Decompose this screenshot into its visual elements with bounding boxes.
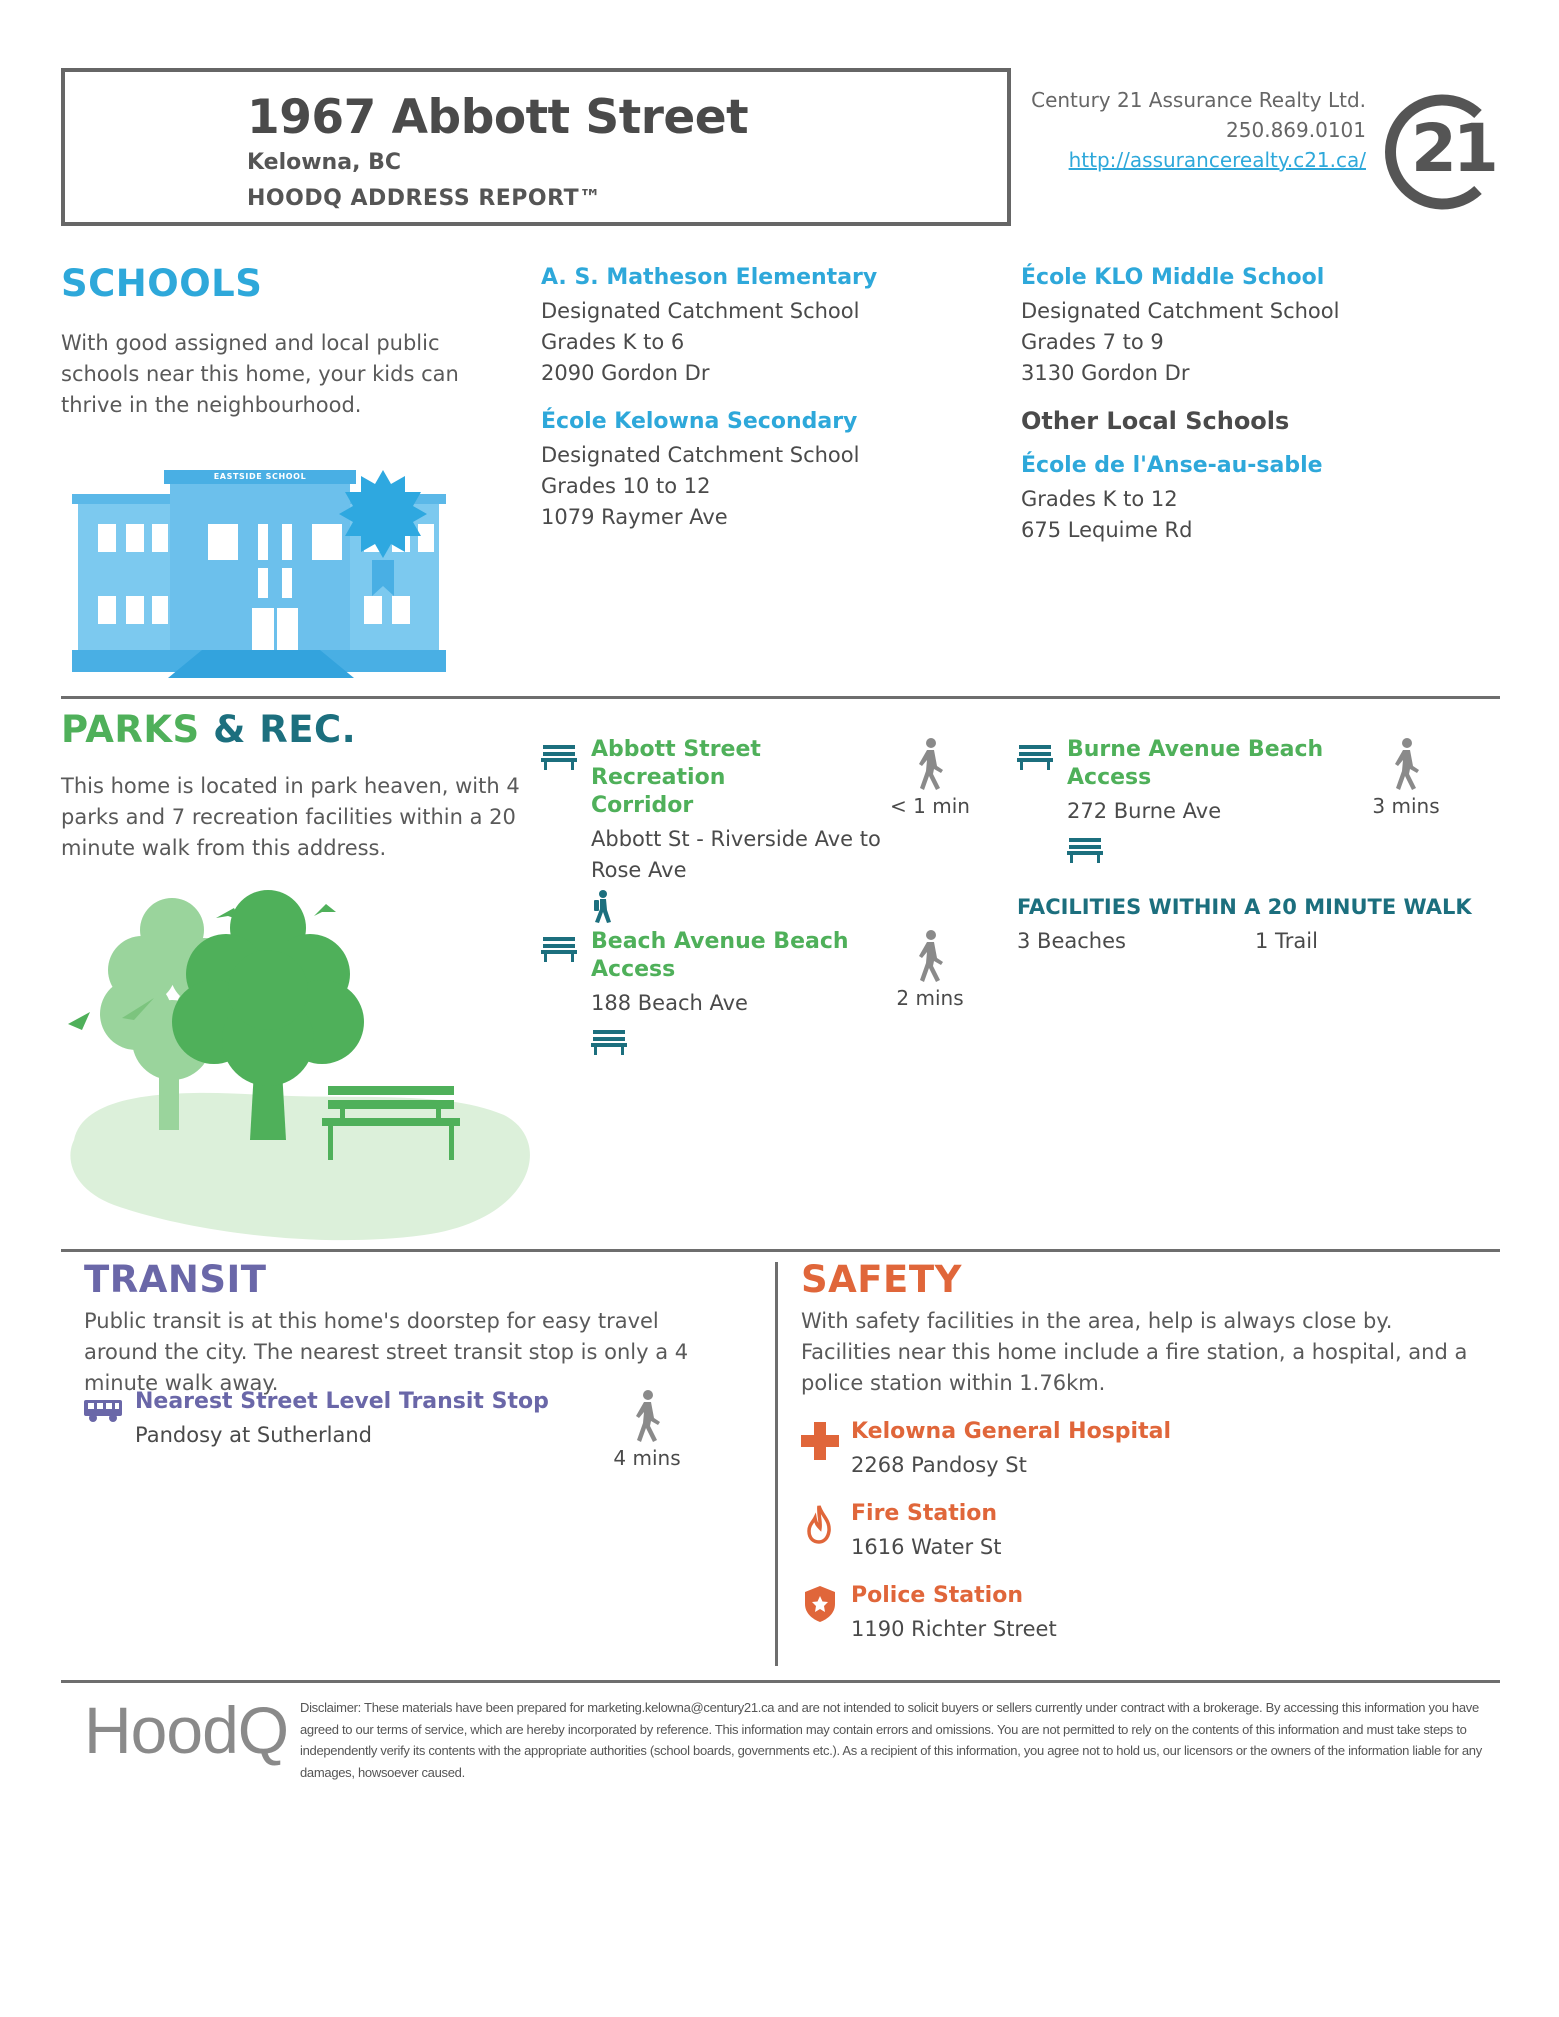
agency-phone: 250.869.0101 bbox=[1226, 118, 1366, 142]
facilities-heading: FACILITIES WITHIN A 20 MINUTE WALK bbox=[1017, 895, 1472, 919]
other-schools-heading: Other Local Schools bbox=[1021, 407, 1290, 435]
bench-icon bbox=[591, 1027, 891, 1059]
agency-name: Century 21 Assurance Realty Ltd. bbox=[1031, 88, 1366, 112]
school-item bbox=[1021, 264, 1441, 389]
parks-heading-b: & REC. bbox=[213, 708, 357, 751]
parks-description: This home is located in park heaven, with 4 parks and 7 recreation facilities within a 20 minute walk from this address. bbox=[61, 774, 520, 860]
school-name[interactable]: École Kelowna Secondary bbox=[541, 409, 858, 434]
disclaimer-text: Disclaimer: These materials have been prepared for marketing.kelowna@century21.ca and are not intended to solicit buyers or sellers currently under contract with a brokerage. By accessing this information you have agreed to our terms of service, which are hereby incorporated by reference. This information may contain errors and omissions. You are not permitted to rely on the contents of this information and must take steps to independently verify its contents with the appropriate authorities (school boards, governments etc.). As a recipient of this information, you agree not to hold us, our licensors or the owners of the information liable for any damages, howsoever caused. bbox=[300, 1700, 1482, 1780]
school-name[interactable]: École KLO Middle School bbox=[1021, 265, 1325, 290]
park-item bbox=[1067, 736, 1367, 867]
bench-icon bbox=[541, 742, 577, 774]
park-name[interactable]: Burne Avenue Beach bbox=[1067, 737, 1324, 762]
report-title: HOODQ ADDRESS REPORT™ bbox=[247, 186, 602, 211]
walking-person-icon bbox=[1391, 738, 1421, 790]
school-grades: Grades 10 to 12 bbox=[541, 474, 711, 498]
school-item bbox=[1021, 452, 1441, 546]
school-address: 3130 Gordon Dr bbox=[1021, 361, 1190, 385]
safety-item bbox=[851, 1500, 1351, 1563]
school-address: 1079 Raymer Ave bbox=[541, 505, 728, 529]
park-illustration bbox=[64, 890, 544, 1250]
property-address: 1967 Abbott Street bbox=[247, 90, 749, 145]
walk-time bbox=[880, 738, 980, 818]
parks-heading bbox=[61, 708, 356, 751]
bench-icon bbox=[1017, 742, 1053, 774]
facility-count: 1 Trail bbox=[1255, 929, 1318, 953]
park-address: Abbott St - Riverside Ave to bbox=[591, 827, 881, 851]
safety-facility-name[interactable]: Fire Station bbox=[851, 1501, 998, 1526]
safety-facility-address: 2268 Pandosy St bbox=[851, 1453, 1027, 1477]
walk-time-label: 4 mins bbox=[613, 1446, 681, 1470]
walk-time bbox=[597, 1390, 697, 1470]
bench-icon bbox=[1067, 835, 1367, 867]
bench-icon bbox=[541, 934, 577, 966]
column-divider bbox=[775, 1262, 778, 1666]
park-name[interactable]: Access bbox=[1067, 765, 1152, 790]
school-name[interactable]: A. S. Matheson Elementary bbox=[541, 265, 878, 290]
school-item bbox=[541, 408, 961, 533]
park-name[interactable]: Corridor bbox=[591, 793, 694, 818]
section-divider bbox=[61, 696, 1500, 699]
parks-heading-a: PARKS bbox=[61, 708, 200, 751]
hospital-cross-icon bbox=[801, 1422, 839, 1464]
walk-time-label: < 1 min bbox=[890, 794, 970, 818]
safety-facility-name[interactable]: Kelowna General Hospital bbox=[851, 1419, 1171, 1444]
school-item bbox=[541, 264, 961, 389]
hoodq-logo: HoodQ bbox=[84, 1693, 289, 1767]
address-box bbox=[61, 68, 1011, 226]
park-address: Rose Ave bbox=[591, 858, 687, 882]
walk-time bbox=[1356, 738, 1456, 818]
school-address: 675 Lequime Rd bbox=[1021, 518, 1193, 542]
property-city: Kelowna, BC bbox=[247, 150, 401, 175]
transit-description: Public transit is at this home's doorstep for easy travel around the city. The nearest street transit stop is only a 4 minute walk away. bbox=[84, 1309, 689, 1395]
park-name[interactable]: Beach Avenue Beach bbox=[591, 929, 849, 954]
school-type: Designated Catchment School bbox=[541, 299, 860, 323]
agency-website-link[interactable]: http://assurancerealty.c21.ca/ bbox=[1068, 148, 1366, 172]
park-name[interactable]: Abbott Street Recreation bbox=[591, 737, 761, 790]
safety-facility-name[interactable]: Police Station bbox=[851, 1583, 1023, 1608]
school-name[interactable]: École de l'Anse-au-sable bbox=[1021, 453, 1323, 478]
park-address: 188 Beach Ave bbox=[591, 991, 748, 1015]
walk-time-label: 3 mins bbox=[1372, 794, 1440, 818]
school-type: Designated Catchment School bbox=[541, 443, 860, 467]
safety-item bbox=[851, 1582, 1351, 1645]
school-building-sign: EASTSIDE SCHOOL bbox=[213, 472, 307, 481]
walk-time bbox=[880, 930, 980, 1010]
school-grades: Grades 7 to 9 bbox=[1021, 330, 1164, 354]
safety-facility-address: 1190 Richter Street bbox=[851, 1617, 1057, 1641]
schools-heading: SCHOOLS bbox=[61, 262, 263, 305]
bus-icon bbox=[84, 1398, 122, 1426]
section-divider bbox=[61, 1249, 1500, 1252]
safety-facility-address: 1616 Water St bbox=[851, 1535, 1002, 1559]
walking-person-icon bbox=[915, 738, 945, 790]
walking-person-icon bbox=[915, 930, 945, 982]
walk-time-label: 2 mins bbox=[896, 986, 964, 1010]
safety-heading: SAFETY bbox=[801, 1258, 962, 1301]
century21-logo-text: 21 bbox=[1411, 110, 1495, 187]
school-type: Designated Catchment School bbox=[1021, 299, 1340, 323]
section-divider bbox=[61, 1680, 1500, 1683]
park-address: 272 Burne Ave bbox=[1067, 799, 1222, 823]
school-grades: Grades K to 6 bbox=[541, 330, 685, 354]
safety-item bbox=[851, 1418, 1351, 1481]
facility-count: 3 Beaches bbox=[1017, 929, 1126, 953]
transit-stop-name: Pandosy at Sutherland bbox=[135, 1423, 372, 1447]
walking-person-icon bbox=[632, 1390, 662, 1442]
transit-stop-title[interactable]: Nearest Street Level Transit Stop bbox=[135, 1389, 549, 1414]
transit-heading: TRANSIT bbox=[84, 1258, 267, 1301]
hiker-icon bbox=[591, 890, 891, 928]
park-item bbox=[591, 736, 891, 928]
park-item bbox=[591, 928, 891, 1059]
school-address: 2090 Gordon Dr bbox=[541, 361, 710, 385]
flame-icon bbox=[806, 1504, 832, 1548]
century21-logo bbox=[1383, 92, 1503, 212]
transit-stop-item bbox=[135, 1388, 555, 1451]
schools-description: With good assigned and local public schools near this home, your kids can thrive in the neighbourhood. bbox=[61, 331, 459, 417]
school-grades: Grades K to 12 bbox=[1021, 487, 1178, 511]
school-building-illustration bbox=[72, 458, 502, 688]
police-shield-icon bbox=[805, 1586, 835, 1626]
safety-description: With safety facilities in the area, help is always close by. Facilities near this home include a fire station, a hospital, and a police station within 1.76km. bbox=[801, 1309, 1468, 1395]
park-name[interactable]: Access bbox=[591, 957, 676, 982]
